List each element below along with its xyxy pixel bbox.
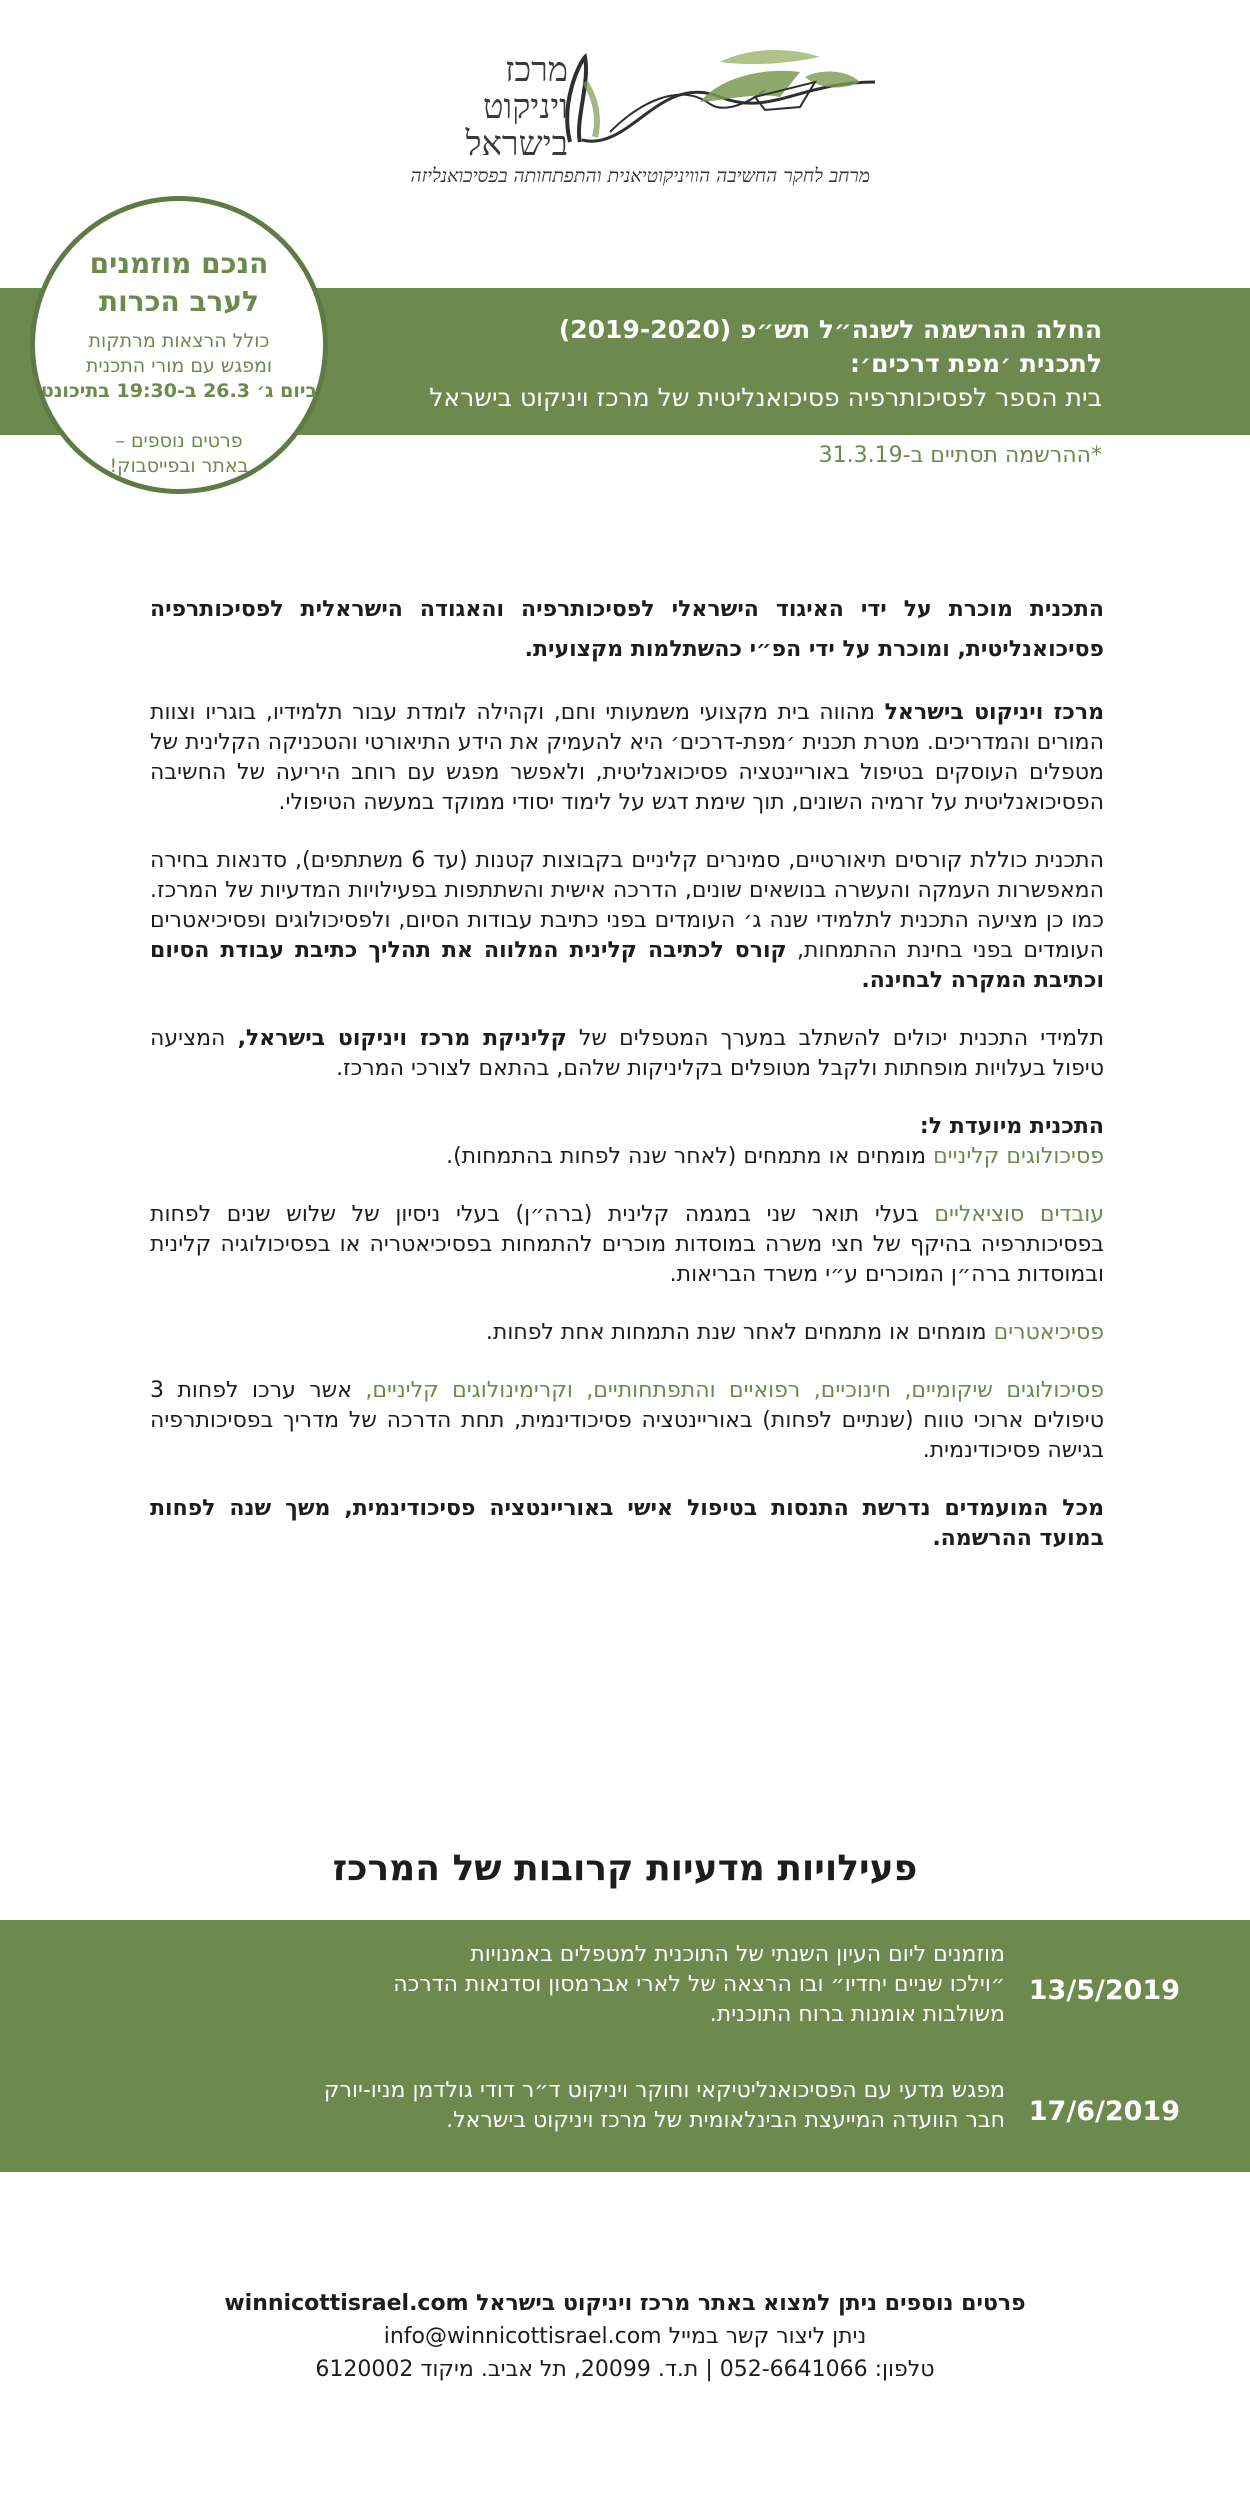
audience-label: פסיכולוגים קליניים: [933, 1144, 1104, 1169]
activity-line: מוזמנים ליום העיון השנתי של התוכנית למטפלים באמנויות: [470, 1942, 1005, 1967]
audience-text: מומחים או מתמחים (לאחר שנה לפחות בהתמחות).: [446, 1144, 934, 1169]
registration-deadline: *ההרשמה תסתיים ב-31.3.19: [818, 443, 1102, 468]
activity-line: ״וילכו שניים יחדיו״ ובו הרצאה של לארי אברמסון וסדנאות הדרכה: [393, 1972, 1005, 1997]
activities-band: [0, 1920, 1250, 2172]
circle-body-line: כולל הרצאות מרתקות: [88, 330, 270, 352]
recognition-paragraph: התכנית מוכרת על ידי האיגוד הישראלי לפסיכותרפיה והאגודה הישראלית לפסיכותרפיה פסיכואנליטית, ומוכרת על ידי הפ״י כהשתלמות מקצועית.: [150, 597, 1104, 662]
footer-email: ניתן ליצור קשר במייל info@winnicottisrael.com: [383, 2324, 867, 2349]
audience-text: בעלי תואר שני במגמה קלינית (ברה״ן) בעלי ניסיון של שלוש שנים לפחות בפסיכותרפיה בהיקף של חצי משרה במוסדות מוכרים להתמחות בפסיכיאטריה או בפסיכולוגיה קלינית ובמוסדות ברה״ן המוכרים ע״י משרד הבריאות.: [150, 1202, 1104, 1287]
activity-item: [150, 1940, 1180, 2040]
activity-date: 13/5/2019: [1028, 1974, 1180, 2006]
logo: [400, 40, 880, 200]
circle-body: [35, 329, 323, 404]
circle-heading: [35, 245, 323, 321]
logo-title: [400, 52, 568, 163]
audience-social-workers: [150, 1200, 1104, 1290]
logo-title-line: ויניקוט: [482, 87, 568, 127]
circle-heading-line: לערב הכרות: [99, 285, 259, 318]
intended-title: התכנית מיועדת ל:: [919, 1114, 1104, 1139]
invitation-circle: [30, 196, 328, 494]
activity-line: מפגש מדעי עם הפסיכואנליטיקאי וחוקר ויניקוט ד״ר דודי גולדמן מניו-יורק: [323, 2078, 1005, 2103]
writing-course: קורס לכתיבה קלינית המלווה את תהליך כתיבת עבודת הסיום וכתיבת המקרה לבחינה.: [150, 938, 1104, 993]
courses-paragraph: [150, 846, 1104, 996]
audience-label: עובדים סוציאליים: [934, 1202, 1104, 1227]
banner-program-name: לתכנית ׳מפת דרכים׳:: [849, 349, 1102, 378]
activities-title: פעילויות מדעיות קרובות של המרכז: [332, 1848, 918, 1889]
program-description: [150, 590, 1104, 1554]
circle-more-info: [35, 429, 323, 479]
activity-item: [150, 2076, 1180, 2146]
activity-description: [175, 1940, 1005, 2030]
courses-text: התכנית כוללת קורסים תיאורטיים, סמינרים קליניים בקבוצות קטנות (עד 6 משתתפים), סדנאות בחירה המאפשרות העמקה והעשרה בנושאים שונים, הדרכה אישית והשתתפות בפעילויות המדעיות של המרכז. כמו כן מציעה התכנית לתלמידי שנה ג׳ העומדים בפני כתיבת עבודות הסיום, ולפסיכולוגים ופסיכיאטרים העומדים בפני בחינת ההתמחות,: [150, 848, 1104, 963]
center-text: מהווה בית מקצועי משמעותי וחם, וקהילה לומדת עבור תלמידיו, בוגריו וצוות המורים והמדריכים. מטרת תכנית ׳מפת-דרכים׳ היא להעמיק את הידע התיאורטי והטכניקה הקלינית של מטפלים העוסקים בטיפול באוריינטציה פסיכואנליטית, ולאפשר מפגש עם רוחב היריעה של החשיבה הפסיכואנליטית על זרמיה השונים, תוך שימת דגש על לימוד יסודי ממוקד במעשה הטיפולי.: [150, 700, 1104, 815]
activity-line: חבר הוועדה המייעצת הבינלאומית של מרכז ויניקוט בישראל.: [446, 2108, 1005, 2133]
activity-description: [175, 2076, 1005, 2136]
audience-other-psychologists: [150, 1376, 1104, 1466]
circle-date: ביום ג׳ 26.3 ב-19:30 בתיכונט: [40, 380, 318, 402]
banner-headline: החלה ההרשמה לשנה״ל תש״פ (2019-2020): [558, 315, 1102, 344]
audience-label: פסיכולוגים שיקומיים, חינוכיים, רפואיים והתפתחותיים, וקרימינולוגים קליניים,: [365, 1378, 1104, 1403]
circle-heading-line: הנכם מוזמנים: [89, 247, 269, 280]
clinic-text: המציעה טיפול בעלויות מופחתות ולקבל מטופלים בקליניקות שלהם, בהתאם לצורכי המרכז.: [150, 1026, 1104, 1081]
requirement-paragraph: מכל המועמדים נדרשת התנסות בטיפול אישי באוריינטציה פסיכודינמית, משך שנה לפחות במועד ההרשמה.: [150, 1496, 1104, 1551]
logo-subtitle: מרחב לחקר החשיבה הוויניקוטיאנית והתפתחותה בפסיכואנליזה: [410, 165, 870, 187]
clinic-name: קליניקת מרכז ויניקוט בישראל,: [237, 1026, 567, 1051]
activity-line: משולבות אומנות ברוח התוכנית.: [709, 2002, 1005, 2027]
banner-text: [302, 313, 1102, 415]
clinic-paragraph: [150, 1024, 1104, 1084]
center-paragraph: [150, 698, 1104, 818]
banner-school-name: בית הספר לפסיכותרפיה פסיכואנליטית של מרכז ויניקוט בישראל: [429, 383, 1102, 412]
logo-brush-icon: [550, 42, 880, 162]
activity-date: 17/6/2019: [1028, 2095, 1180, 2127]
audience-text: אשר ערכו לפחות 3 טיפולים ארוכי טווח (שנתיים לפחות) באוריינטציה פסיכודינמית, תחת הדרכה של מדריך בפסיכותרפיה בגישה פסיכודינמית.: [150, 1378, 1104, 1463]
logo-title-line: בישראל: [465, 124, 568, 164]
logo-title-line: מרכז: [505, 50, 568, 90]
audience-clinical-psychologists: [150, 1142, 1104, 1172]
circle-more-line: פרטים נוספים –: [115, 430, 243, 452]
audience-psychiatrists: [150, 1318, 1104, 1348]
circle-body-line: ומפגש עם מורי התכנית: [85, 355, 273, 377]
audience-label: פסיכיאטרים: [993, 1320, 1104, 1345]
audience-text: מומחים או מתמחים לאחר שנת התמחות אחת לפחות.: [485, 1320, 994, 1345]
circle-more-line: באתר ובפייסבוק!: [109, 455, 249, 477]
center-name: מרכז ויניקוט בישראל: [884, 700, 1104, 725]
clinic-text: תלמידי התכנית יכולים להשתלב במערך המטפלים של: [566, 1026, 1104, 1051]
footer-website: פרטים נוספים ניתן למצוא באתר מרכז ויניקוט בישראל winnicottisrael.com: [224, 2291, 1026, 2316]
footer-phone-address: טלפון: 052-6641066 | ת.ד. 20099, תל אביב. מיקוד 6120002: [315, 2357, 935, 2382]
contact-footer: [0, 2287, 1250, 2386]
